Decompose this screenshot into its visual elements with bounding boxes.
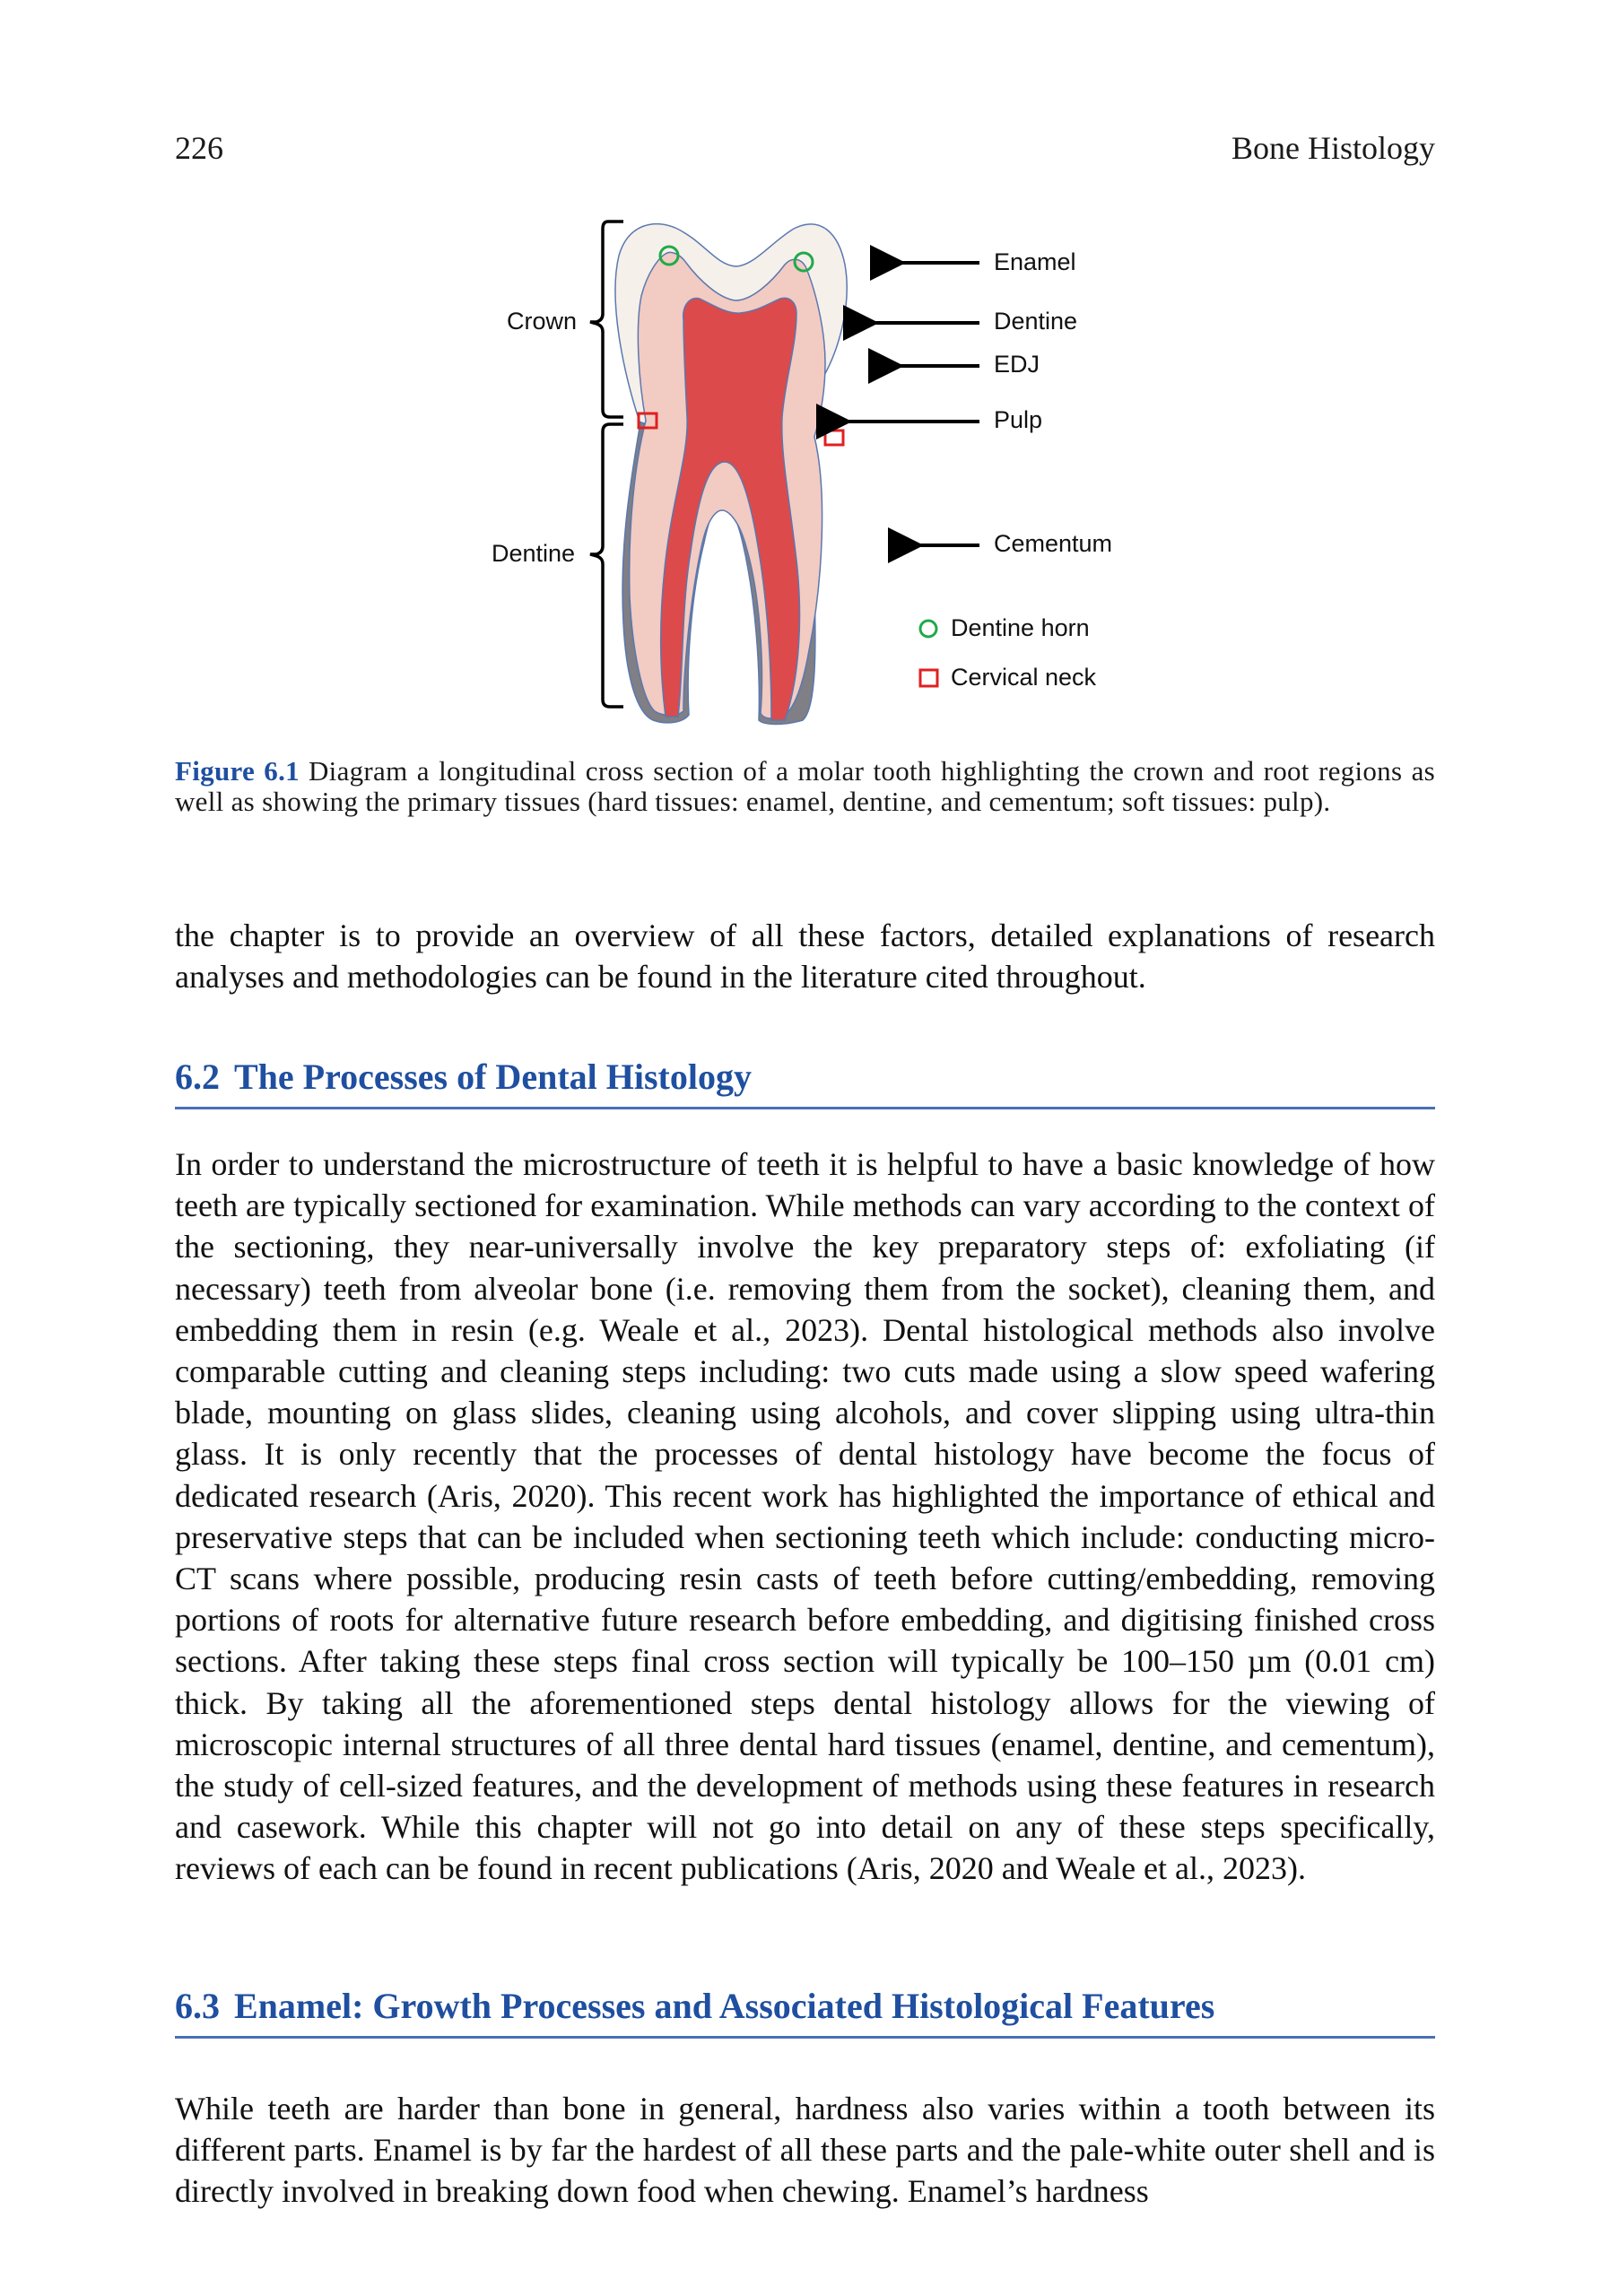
figure-number: Figure 6.1 bbox=[175, 755, 300, 787]
label-cementum: Cementum bbox=[994, 530, 1113, 557]
intro-paragraph: the chapter is to provide an overview of all these factors, detailed explanations of research analyses and methodologies can be found in the literature cited throughout. bbox=[175, 918, 1435, 996]
cervical-neck-marker-right bbox=[825, 430, 843, 445]
legend-label-cervical-neck: Cervical neck bbox=[951, 664, 1097, 691]
section-heading-6-3 bbox=[175, 1984, 1435, 2039]
section-6-3-paragraph: While teeth are harder than bone in general, hardness also varies within a tooth between its different parts. Enamel is by far the hardest of all these parts and the pale-white outer shell and is directly involved in breaking down food when chewing. Enamel’s hardness bbox=[175, 2091, 1435, 2210]
legend-label-dentine-horn: Dentine horn bbox=[951, 614, 1090, 641]
figure-tooth-diagram bbox=[475, 202, 1157, 740]
section-heading-6-2 bbox=[175, 1055, 1435, 1109]
section-title: Enamel: Growth Processes and Associated Histological Features bbox=[234, 1986, 1215, 2026]
root-bracket bbox=[590, 424, 623, 707]
page-number: 226 bbox=[175, 130, 223, 166]
label-root-dentine: Dentine bbox=[492, 540, 576, 567]
tooth-cross-section-diagram bbox=[475, 202, 1157, 740]
figure-caption bbox=[175, 756, 1435, 817]
figure-caption-text: Diagram a longitudinal cross section of a molar tooth highlighting the crown and root regions as well as showing the primary tissues (hard tissues: enamel, dentine, and cementum; soft tissues: pulp). bbox=[175, 755, 1436, 817]
section-number: 6.2 bbox=[175, 1057, 220, 1097]
section-number: 6.3 bbox=[175, 1986, 220, 2026]
legend-red-square-icon bbox=[920, 670, 937, 686]
label-enamel: Enamel bbox=[994, 248, 1076, 275]
label-edj: EDJ bbox=[994, 351, 1040, 378]
label-crown: Crown bbox=[507, 308, 578, 335]
running-title: Bone Histology bbox=[1231, 130, 1435, 166]
running-header bbox=[175, 126, 1435, 170]
legend-green-circle-icon bbox=[920, 621, 936, 637]
section-6-2-paragraph: In order to understand the microstructure of teeth it is helpful to have a basic knowledge of how teeth are typically sectioned for examination. While methods can vary according to the context of the sectioning, they near-universally involve the key preparatory steps of: exfoliating (if necessary) teeth from alveolar bone (i.e. removing them from the socket), cleaning them, and embedding them in resin (e.g. Weale et al., 2023). Dental histological methods also involve comparable cutting and cleaning steps including: two cuts made using a slow speed wafering blade, mounting on glass slides, cleaning using alcohols, and cover slipping using ultra-thin glass. It is only recently that the processes of dental histology have become the focus of dedicated research (Aris, 2020). This recent work has highlighted the importance of ethical and preservative steps that can be included when sectioning teeth which include: conducting micro-CT scans where possible, producing resin casts of teeth before cutting/embedding, removing portions of roots for alternative future research before embedding, and digitising finished cross sections. After taking these steps final cross section will typically be 100–150 µm (0.01 cm) thick. By taking all the aforementioned steps dental histology allows for the viewing of microscopic internal structures of all three dental hard tissues (enamel, dentine, and cementum), the study of cell-sized features, and the development of methods using these features in research and casework. While this chapter will not go into detail on any of these steps specifically, reviews of each can be found in recent publications (Aris, 2020 and Weale et al., 2023). bbox=[175, 1146, 1435, 1887]
label-pulp: Pulp bbox=[994, 406, 1043, 433]
label-dentine: Dentine bbox=[994, 308, 1078, 335]
section-title: The Processes of Dental Histology bbox=[234, 1057, 752, 1097]
